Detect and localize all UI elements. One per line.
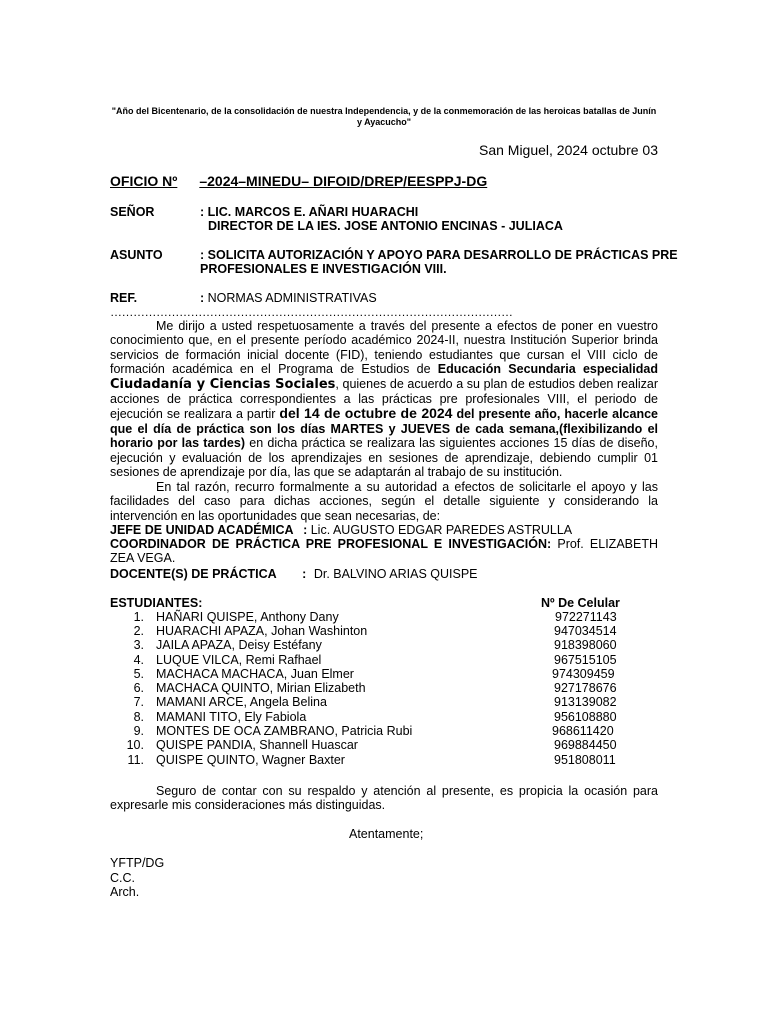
phone-header: Nº De Celular [541, 596, 620, 610]
jefe-label: JEFE DE UNIDAD ACADÉMICA [110, 523, 294, 537]
jefe-value: Lic. AUGUSTO EDGAR PAREDES ASTRULLA [310, 523, 573, 537]
senor-line-2: DIRECTOR DE LA IES. JOSE ANTONIO ENCINAS - JULIACA [208, 219, 563, 233]
p1-text-d: , quienes de acuerdo a su plan de estudios deben realizar acciones de práctica correspondientes a las prácticas pre profesionales VIII, el periodo de ejecución se realizara a partir [110, 376, 658, 422]
coordinador-value: Prof. ELIZABETH ZEA VEGA. [110, 537, 658, 566]
p1-schedule: , hacerle alcance que el día de práctica son los días MARTES y JUEVES de cada semana,(flexibilizando el horario por las tardes) [110, 407, 659, 451]
docente-value: Dr. BALVINO ARIAS QUISPE [313, 567, 478, 581]
coordinador-line [110, 537, 658, 566]
students-header: ESTUDIANTES: [110, 596, 203, 610]
docente-line [110, 567, 478, 581]
p1-text-h: en dicha práctica se realizara las siguientes acciones 15 días de diseño, ejecución y evaluación de los aprendizajes en sesiones de aprendizaje, debiendo cumplir 01 sesiones de aprendizaje por día, las que se adaptarán al trabajo de su institución. [110, 436, 658, 480]
jefe-colon: : [303, 523, 308, 537]
asunto-line-1: : SOLICITA AUTORIZACIÓN Y APOYO PARA DESARROLLO DE PRÁCTICAS PRE [200, 248, 678, 262]
separator-dots: …………………………………………………………………………………………… [110, 305, 513, 319]
document-page: "Año del Bicentenario, de la consolidación de nuestra Independencia, y de la conmemoración de las heroicas batallas de Junín y Ayacucho" San Miguel, 2024 octubre 03 OFICIO Nº –2024–MINEDU– DIFOID/DREP/EESPPJ-DG SEÑOR : LIC. MARCOS E. AÑARI HUARACHI DIRECTOR DE LA IES. JOSE ANTONIO ENCINAS - JULIACA ASUNTO : SOLICITA AUTORIZACIÓN Y APOYO PARA DESARROLLO DE PRÁCTICAS PRE PROFESIONALES E INVESTIGACIÓN VIII. REF. : NORMAS ADMINISTRATIVAS …………………………………………………………………………………………… Me dirijo a usted respetuosamente a través del presente a efectos de poner en vuestro conocimiento que, en el presente período académico 2024-II, nuestra Institución Superior brinda servicios de formación inicial docente (FID), teniendo estudiantes que cursan el VIII ciclo de formación académica en el Programa de Estudios de Educación Secundaria especialidad Ciudadanía y Ciencias Sociales, quienes de acuerdo a su plan de estudios deben realizar acciones de práctica correspondientes a las prácticas pre profesionales VIII, el periodo de ejecución se realizara a partir del 14 de octubre de 2024 del presente año, hacerle alcance que el día de práctica son los días MARTES y JUEVES de cada semana,(flexibilizando el horario por las tardes) en dicha práctica se realizara las siguientes acciones 15 días de diseño, ejecución y evaluación de los aprendizajes en sesiones de aprendizaje, debiendo cumplir 01 sesiones de aprendizaje por día, las que se adaptarán al trabajo de su institución. En tal razón, recurro formalmente a su autoridad a efectos de solicitarle el apoyo y las facilidades del caso para dichas acciones, según el detalle siguiente y considerando la intervención en las oportunidades que sean necesarias, de: JEFE DE UNIDAD ACADÉMICA : Lic. AUGUSTO EDGAR PAREDES ASTRULLA COORDINADOR DE PRÁCTICA PRE PROFESIONAL E INVESTIGACIÓN: Prof. ELIZABETH ZEA VEGA. DOCENTE(S) DE PRÁCTICA : Dr. BALVINO ARIAS QUISPE ESTUDIANTES: Nº De Celular 1. HAÑARI QUISPE, Anthony Dany 972271143 2. HUARACHI APAZA, Johan Washinton 947034514 3. JAILA APAZA, Deisy Estéfany 918398060 4. LUQUE VILCA, Remi Rafhael 967515105 5. MACHACA MACHACA, Juan Elmer 974309459 6. MACHACA QUINTO, Mirian Elizabeth 927178676 7. MAMANI ARCE, Angela Belina 913139082 8. MAMANI TITO, Ely Fabiola 956108880 9. MONTES DE OCA ZAMBRANO, Patricia Rubi 968611420 10. QUISPE PANDIA, Shannell Huascar 969884450 11. QUISPE QUINTO, Wagner Baxter 951808011 Seguro de contar con su respaldo y atención al presente, es propicia la ocasión para expresarle mis consideraciones más distinguidas. Atentamente; YFTP/DG C.C. Arch. [110, 106, 678, 899]
body-paragraph-1 [110, 319, 658, 479]
ref-value-line [200, 291, 377, 305]
p1-specialty: Ciudadanía y Ciencias Sociales [110, 376, 336, 392]
year-motto: "Año del Bicentenario, de la consolidación de nuestra Independencia, y de la conmemoración de las heroicas batallas de Junín y Ayacucho" [111, 106, 657, 127]
oficio-title [110, 173, 487, 189]
docente-colon: : [302, 567, 307, 581]
ref-value: NORMAS ADMINISTRATIVAS [207, 291, 377, 305]
date-line: San Miguel, 2024 octubre 03 [478, 142, 658, 158]
ref-colon: : [200, 291, 205, 305]
p1-present-year: del presente año [452, 407, 557, 422]
closing-paragraph: Seguro de contar con su respaldo y atención al presente, es propicia la ocasión para expresarle mis consideraciones más distinguidas. [110, 784, 658, 813]
salutation: Atentamente; [349, 827, 424, 841]
footer-initials: YFTP/DG [110, 856, 165, 870]
docente-label: DOCENTE(S) DE PRÁCTICA [110, 567, 277, 581]
p1-program: Educación Secundaria especialidad [437, 362, 658, 377]
asunto-line-2: PROFESIONALES E INVESTIGACIÓN VIII. [200, 262, 447, 276]
senor-label: SEÑOR [110, 205, 155, 219]
jefe-line [110, 523, 572, 537]
footer-arch: Arch. [110, 885, 140, 899]
oficio-label: OFICIO Nº [110, 173, 178, 189]
ref-label: REF. [110, 291, 138, 305]
senor-line-1: : LIC. MARCOS E. AÑARI HUARACHI [200, 205, 419, 219]
p1-text-a: Me dirijo a usted respetuosamente a través del presente a efectos de poner en vuestro conocimiento que, en el presente período académico 2024-II, nuestra Institución Superior brinda servicios de formación inicial docente (FID), teniendo estudiantes que cursan el VIII ciclo de formación académica en el Programa de Estudios de [110, 319, 658, 377]
p1-start-date: del 14 de octubre de 2024 [279, 405, 453, 422]
footer-cc: C.C. [110, 871, 135, 885]
oficio-number: –2024–MINEDU– DIFOID/DREP/EESPPJ-DG [199, 173, 488, 189]
body-paragraph-2: En tal razón, recurro formalmente a su autoridad a efectos de solicitarle el apoyo y las facilidades del caso para dichas acciones, según el detalle siguiente y considerando la intervención en las oportunidades que sean necesarias, de: [110, 480, 658, 523]
asunto-label: ASUNTO [110, 248, 163, 262]
coordinador-label: COORDINADOR DE PRÁCTICA PRE PROFESIONAL E INVESTIGACIÓN: [110, 537, 552, 551]
